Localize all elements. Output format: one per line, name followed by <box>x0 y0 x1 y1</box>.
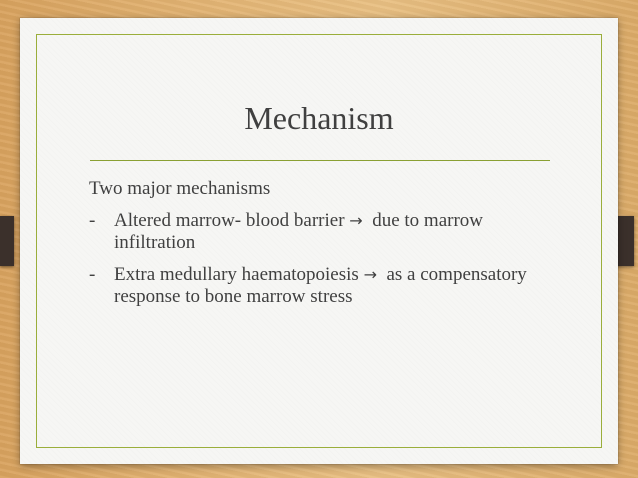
title-divider <box>90 160 550 161</box>
left-binder-tab <box>0 216 14 266</box>
bullet-dash: - <box>89 264 96 285</box>
bullet-text-end: as a compensatory response to bone marrow stress <box>114 264 532 307</box>
right-arrow-icon: → <box>363 265 377 284</box>
slide-title: Mechanism <box>244 100 394 136</box>
bullet-item <box>89 264 559 308</box>
bullet-item <box>89 210 559 254</box>
bullet-text-start: Altered marrow- blood barrier <box>114 210 350 231</box>
bullet-dash: - <box>89 210 96 231</box>
bullet-text-end: due to marrow infiltration <box>114 210 488 253</box>
bullet-text-start: Extra medullary haematopoiesis <box>114 264 364 285</box>
slide-card <box>20 18 618 464</box>
intro-text: Two major mechanisms <box>89 178 271 199</box>
right-arrow-icon: → <box>349 211 363 230</box>
slide-body <box>89 178 559 318</box>
